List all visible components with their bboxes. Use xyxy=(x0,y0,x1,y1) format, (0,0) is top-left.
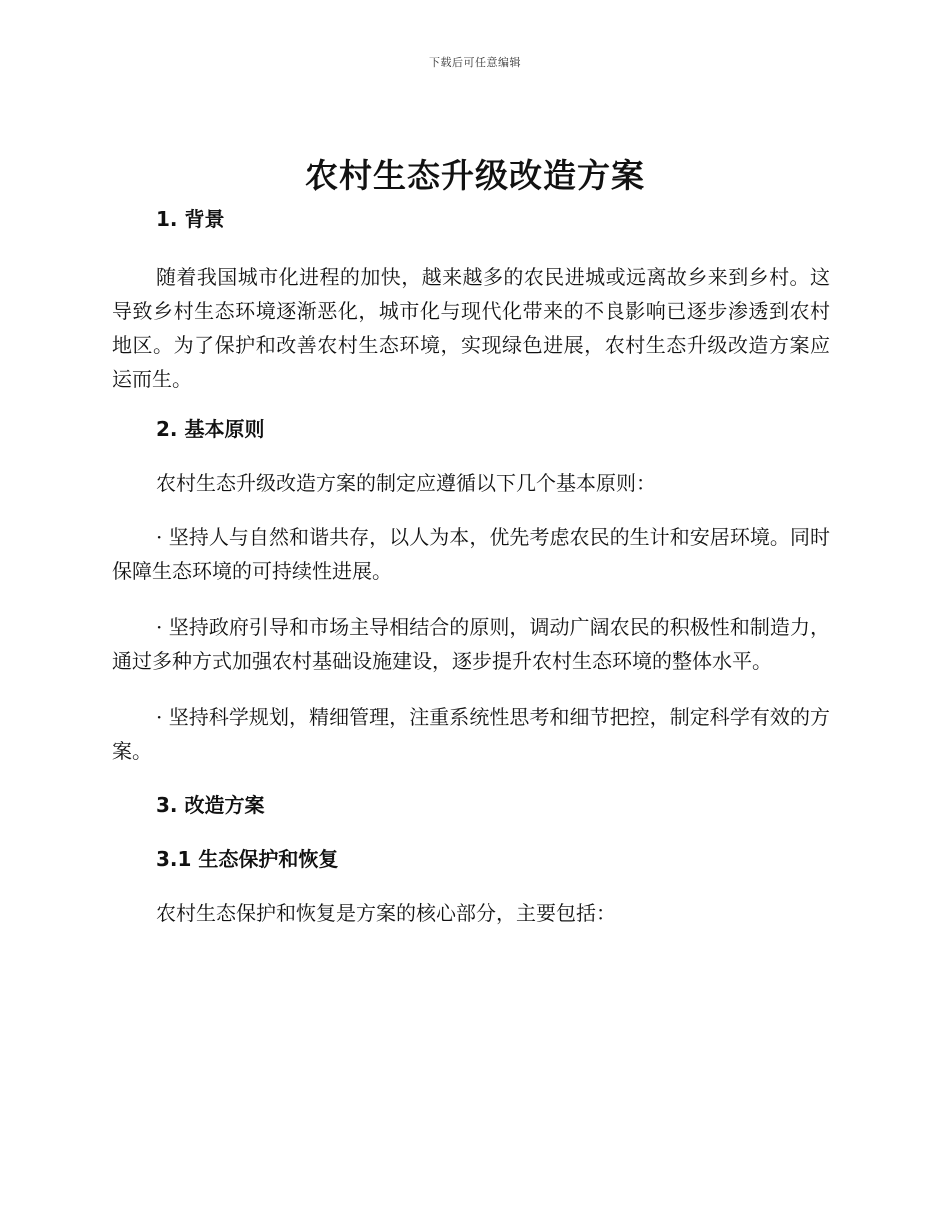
list-item-principle-2: · 坚持政府引导和市场主导相结合的原则，调动广阔农民的积极性和制造力，通过多种方式加强农村基础设施建设，逐步提升农村生态环境的整体水平。 xyxy=(112,615,830,673)
section-heading-plan: 3. 改造方案 xyxy=(156,793,265,817)
list-item-principle-1: · 坚持人与自然和谐共存，以人为本，优先考虑农民的生计和安居环境。同时保障生态环境的可持续性进展。 xyxy=(112,525,830,583)
header-note: 下载后可任意编辑 xyxy=(429,56,521,69)
document-body xyxy=(112,202,830,930)
document-title: 农村生态升级改造方案 xyxy=(305,156,645,195)
section-heading-principles: 2. 基本原则 xyxy=(156,417,265,441)
paragraph-principles-intro: 农村生态升级改造方案的制定应遵循以下几个基本原则： xyxy=(156,471,656,495)
paragraph-ecology: 农村生态保护和恢复是方案的核心部分，主要包括： xyxy=(156,901,616,925)
section-heading-background: 1. 背景 xyxy=(156,207,225,231)
list-item-principle-3: · 坚持科学规划，精细管理，注重系统性思考和细节把控，制定科学有效的方案。 xyxy=(112,705,830,763)
subsection-heading-ecology: 3.1 生态保护和恢复 xyxy=(156,847,339,871)
paragraph-background: 随着我国城市化进程的加快，越来越多的农民进城或远离故乡来到乡村。这导致乡村生态环境逐渐恶化，城市化与现代化带来的不良影响已逐步渗透到农村地区。为了保护和改善农村生态环境，实现绿色进展，农村生态升级改造方案应运而生。 xyxy=(112,265,830,391)
